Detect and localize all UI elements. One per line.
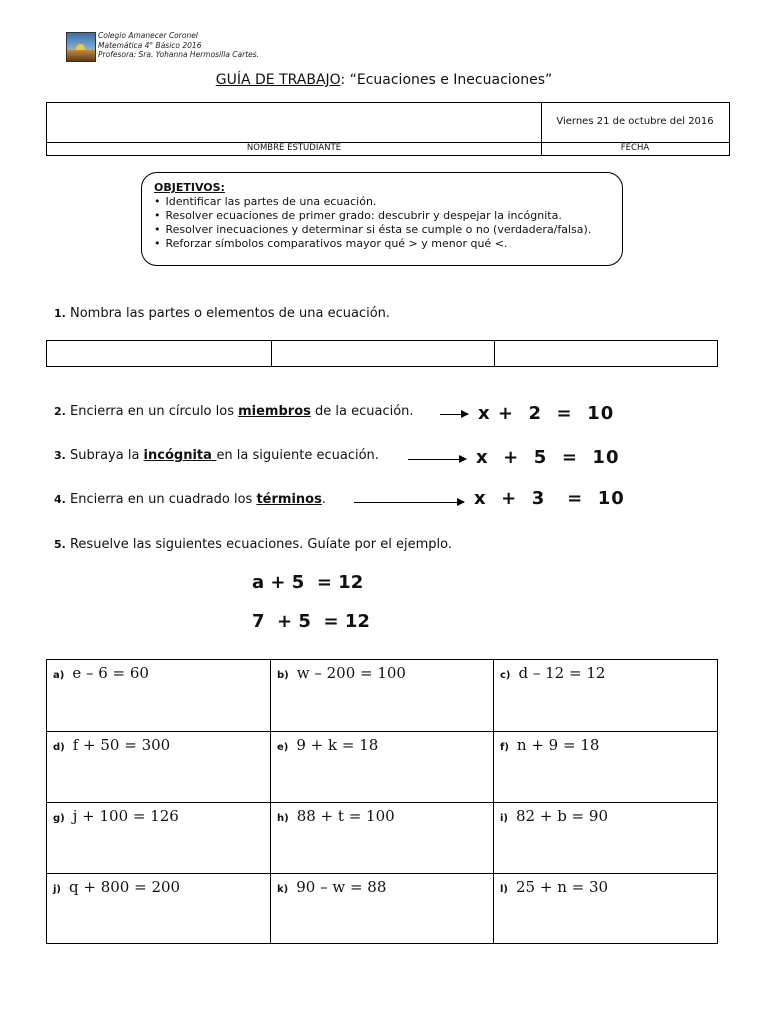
student-info-table bbox=[46, 102, 730, 156]
exercise-tag: g) bbox=[53, 813, 65, 824]
exercise-tag: e) bbox=[277, 742, 289, 753]
question-text: Resuelve las siguientes ecuaciones. Guíate por el ejemplo. bbox=[69, 537, 452, 552]
exercise-cell[interactable] bbox=[47, 660, 271, 732]
student-name-field[interactable] bbox=[47, 103, 541, 142]
exercise-equation: n + 9 = 18 bbox=[516, 736, 600, 754]
school-info bbox=[98, 31, 259, 60]
exercise-equation: f + 50 = 300 bbox=[72, 736, 171, 754]
school-logo bbox=[66, 32, 96, 62]
exercises-grid bbox=[46, 659, 718, 944]
teacher-name: Profesora: Sra. Yohanna Hermosilla Cartes. bbox=[98, 50, 260, 59]
student-name-label: NOMBRE ESTUDIANTE bbox=[246, 143, 342, 153]
objective-item: • Resolver inecuaciones y determinar si ésta se cumple o no (verdadera/falsa). bbox=[154, 223, 610, 237]
arrow-icon bbox=[440, 414, 468, 415]
equation-2: x + 2 = 10 bbox=[478, 403, 615, 424]
question-number: 2. bbox=[54, 405, 66, 418]
exercise-equation: e – 6 = 60 bbox=[72, 664, 149, 682]
exercise-equation: q + 800 = 200 bbox=[69, 878, 181, 896]
question-text-post: de la ecuación. bbox=[310, 404, 414, 419]
date-label: FECHA bbox=[620, 143, 650, 153]
exercise-tag: d) bbox=[53, 742, 65, 753]
exercise-equation: 88 + t = 100 bbox=[296, 807, 395, 825]
date-value: Viernes 21 de octubre del 2016 bbox=[556, 116, 714, 127]
question-1 bbox=[54, 306, 390, 321]
question-keyword: incógnita bbox=[143, 448, 217, 463]
question-number: 1. bbox=[54, 307, 66, 320]
equation-4: x + 3 = 10 bbox=[474, 488, 625, 509]
exercise-tag: b) bbox=[277, 670, 289, 681]
course-name: Matemática 4° Básico 2016 bbox=[98, 40, 202, 50]
exercise-tag: h) bbox=[277, 813, 289, 824]
question-4 bbox=[54, 492, 326, 507]
answer-cell-1[interactable] bbox=[47, 341, 271, 366]
exercise-cell[interactable] bbox=[271, 660, 494, 732]
question-text-pre: Subraya la bbox=[69, 448, 144, 463]
exercise-tag: j) bbox=[53, 884, 61, 895]
question-text: Nombra las partes o elementos de una ecuación. bbox=[69, 306, 391, 321]
exercise-cell[interactable] bbox=[271, 803, 494, 874]
objective-item: • Reforzar símbolos comparativos mayor qué > y menor qué <. bbox=[154, 237, 610, 251]
school-name: Colegio Amanecer Coronel bbox=[98, 31, 198, 40]
exercise-cell[interactable] bbox=[271, 874, 494, 943]
exercise-cell[interactable] bbox=[494, 803, 717, 874]
exercise-equation: 9 + k = 18 bbox=[296, 736, 379, 754]
exercise-equation: d – 12 = 12 bbox=[518, 664, 606, 682]
question-keyword: miembros bbox=[238, 404, 311, 419]
question-3 bbox=[54, 448, 379, 463]
exercise-cell[interactable] bbox=[494, 732, 717, 803]
exercise-cell[interactable] bbox=[47, 732, 271, 803]
equation-3: x + 5 = 10 bbox=[476, 447, 620, 468]
exercise-equation: 25 + n = 30 bbox=[516, 878, 609, 896]
answer-cell-3[interactable] bbox=[494, 341, 495, 366]
title-main: GUÍA DE TRABAJO bbox=[215, 72, 341, 88]
exercise-tag: i) bbox=[500, 813, 508, 824]
title-subject: : “Ecuaciones e Inecuaciones” bbox=[340, 72, 553, 88]
exercise-cell[interactable] bbox=[494, 660, 717, 732]
objectives-box bbox=[141, 172, 623, 266]
exercise-equation: 90 – w = 88 bbox=[296, 878, 387, 896]
exercise-tag: f) bbox=[500, 742, 509, 753]
exercise-tag: a) bbox=[53, 670, 65, 681]
exercise-tag: l) bbox=[500, 884, 508, 895]
exercise-cell[interactable] bbox=[47, 874, 271, 943]
question-number: 4. bbox=[54, 493, 66, 506]
question-number: 3. bbox=[54, 449, 66, 462]
question-text-post: en la siguiente ecuación. bbox=[216, 448, 379, 463]
objective-item: • Resolver ecuaciones de primer grado: descubrir y despejar la incógnita. bbox=[154, 209, 610, 223]
question-text-pre: Encierra en un círculo los bbox=[69, 404, 239, 419]
exercise-cell[interactable] bbox=[47, 803, 271, 874]
exercise-equation: j + 100 = 126 bbox=[72, 807, 179, 825]
question-text-pre: Encierra en un cuadrado los bbox=[69, 492, 257, 507]
page-title bbox=[0, 72, 768, 88]
exercise-cell[interactable] bbox=[494, 874, 717, 943]
exercise-tag: c) bbox=[500, 670, 511, 681]
arrow-icon bbox=[354, 502, 464, 503]
arrow-icon bbox=[408, 459, 466, 460]
exercise-tag: k) bbox=[277, 884, 289, 895]
exercise-equation: w – 200 = 100 bbox=[296, 664, 406, 682]
objectives-title: OBJETIVOS: bbox=[154, 181, 225, 194]
example-equation: a + 5 = 12 bbox=[252, 572, 364, 593]
exercise-cell[interactable] bbox=[271, 732, 494, 803]
example-solution: 7 + 5 = 12 bbox=[252, 611, 370, 632]
objective-item: • Identificar las partes de una ecuación. bbox=[154, 195, 610, 209]
question-number: 5. bbox=[54, 538, 66, 551]
question-text-post: . bbox=[321, 492, 326, 507]
question-keyword: términos bbox=[256, 492, 322, 507]
question-2 bbox=[54, 404, 414, 419]
question-5 bbox=[54, 537, 452, 552]
parts-answer-row bbox=[46, 340, 718, 367]
answer-cell-2[interactable] bbox=[271, 341, 272, 366]
exercise-equation: 82 + b = 90 bbox=[516, 807, 608, 825]
